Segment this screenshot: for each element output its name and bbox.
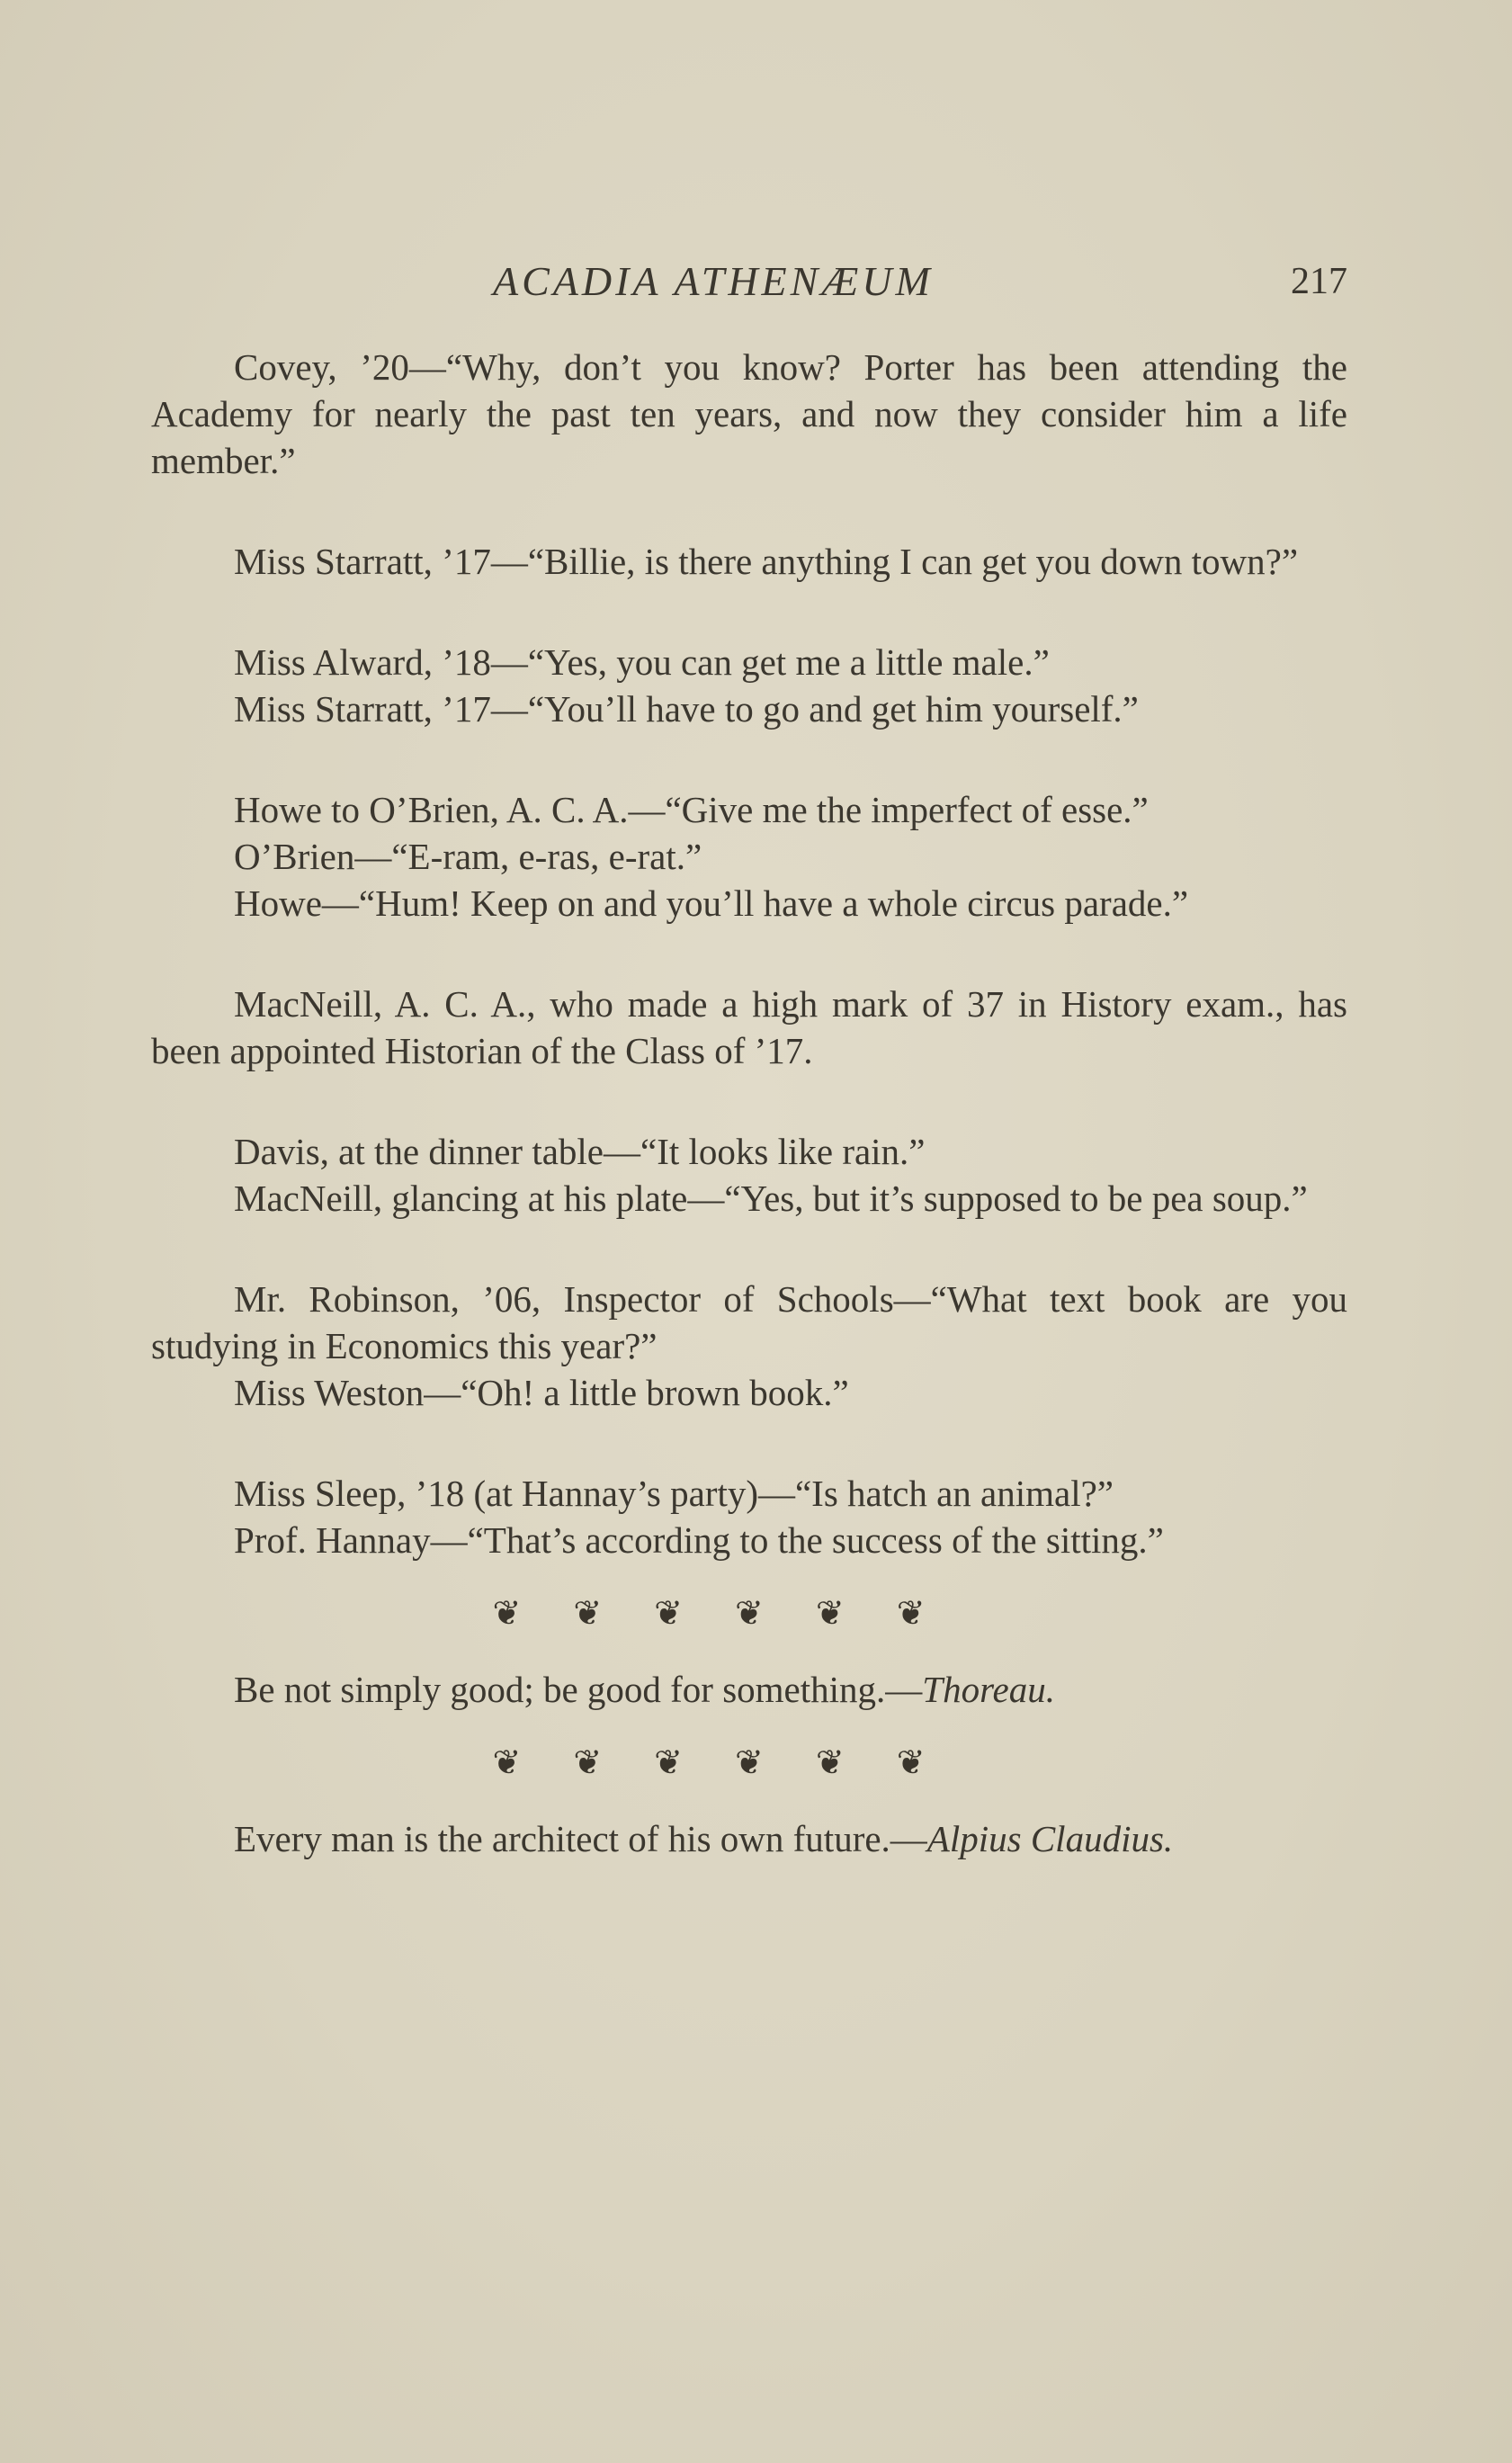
entry-sleep bbox=[151, 1470, 1347, 1563]
entry-line: Howe to O’Brien, A. C. A.—“Give me the imperfect of esse.” bbox=[234, 789, 1149, 830]
quote-author: Thoreau. bbox=[922, 1669, 1055, 1710]
entry-line: Miss Sleep, ’18 (at Hannay’s party)—“Is hatch an animal?” bbox=[234, 1473, 1114, 1514]
fleuron-icon: ❦ bbox=[492, 1744, 522, 1782]
entry-line: Mr. Robinson, ’06, Inspector of Schools—“What text book are you studying in Economics this year?” bbox=[151, 1278, 1347, 1366]
fleuron-icon: ❦ bbox=[735, 1744, 764, 1782]
entry-macneill bbox=[151, 981, 1347, 1074]
entry-line: Davis, at the dinner table—“It looks like rain.” bbox=[234, 1131, 926, 1172]
entry-line: Miss Weston—“Oh! a little brown book.” bbox=[234, 1372, 849, 1413]
quote-claudius bbox=[151, 1815, 1347, 1862]
fleuron-icon: ❦ bbox=[654, 1744, 683, 1782]
page-header bbox=[151, 250, 1347, 313]
entry-robinson bbox=[151, 1276, 1347, 1416]
entry-line: O’Brien—“E-ram, e-ras, e-rat.” bbox=[234, 836, 702, 877]
entry-line: Howe—“Hum! Keep on and you’ll have a whole circus parade.” bbox=[234, 882, 1189, 924]
entry-howe bbox=[151, 786, 1347, 927]
fleuron-icon: ❦ bbox=[735, 1595, 764, 1633]
quote-thoreau bbox=[151, 1666, 1347, 1713]
fleuron-icon: ❦ bbox=[492, 1595, 522, 1633]
ornament-row bbox=[151, 1738, 1347, 1788]
entry-line: Prof. Hannay—“That’s according to the success of the sitting.” bbox=[234, 1519, 1164, 1561]
quote-text: Every man is the architect of his own future.— bbox=[234, 1818, 927, 1859]
entry-covey bbox=[151, 344, 1347, 484]
entry-alward bbox=[151, 639, 1347, 732]
fleuron-icon: ❦ bbox=[573, 1744, 603, 1782]
entry-line: Miss Starratt, ’17—“You’ll have to go and get him yourself.” bbox=[234, 688, 1139, 730]
running-head: ACADIA ATHENÆUM bbox=[493, 258, 934, 304]
quote-text: Be not simply good; be good for something.— bbox=[234, 1669, 923, 1710]
fleuron-icon: ❦ bbox=[815, 1744, 845, 1782]
entry-line: Covey, ’20—“Why, don’t you know? Porter has been attending the Academy for nearly the past ten years, and now they consider him a life member.” bbox=[151, 346, 1347, 481]
entry-line: MacNeill, A. C. A., who made a high mark of 37 in History exam., has been appointed Historian of the Class of ’17. bbox=[151, 983, 1347, 1071]
fleuron-icon: ❦ bbox=[573, 1595, 603, 1633]
fleuron-icon: ❦ bbox=[654, 1595, 683, 1633]
entry-starratt bbox=[151, 538, 1347, 585]
page-body bbox=[151, 344, 1347, 1862]
entry-line: Miss Alward, ’18—“Yes, you can get me a little male.” bbox=[234, 641, 1050, 683]
fleuron-icon: ❦ bbox=[815, 1595, 845, 1633]
entry-davis bbox=[151, 1128, 1347, 1222]
entry-line: Miss Starratt, ’17—“Billie, is there anything I can get you down town?” bbox=[234, 541, 1299, 582]
entry-line: MacNeill, glancing at his plate—“Yes, but it’s supposed to be pea soup.” bbox=[234, 1178, 1308, 1219]
ornament-row bbox=[151, 1589, 1347, 1639]
page-number: 217 bbox=[1291, 261, 1347, 302]
fleuron-icon: ❦ bbox=[896, 1595, 926, 1633]
quote-author: Alpius Claudius. bbox=[926, 1818, 1174, 1859]
fleuron-icon: ❦ bbox=[896, 1744, 926, 1782]
